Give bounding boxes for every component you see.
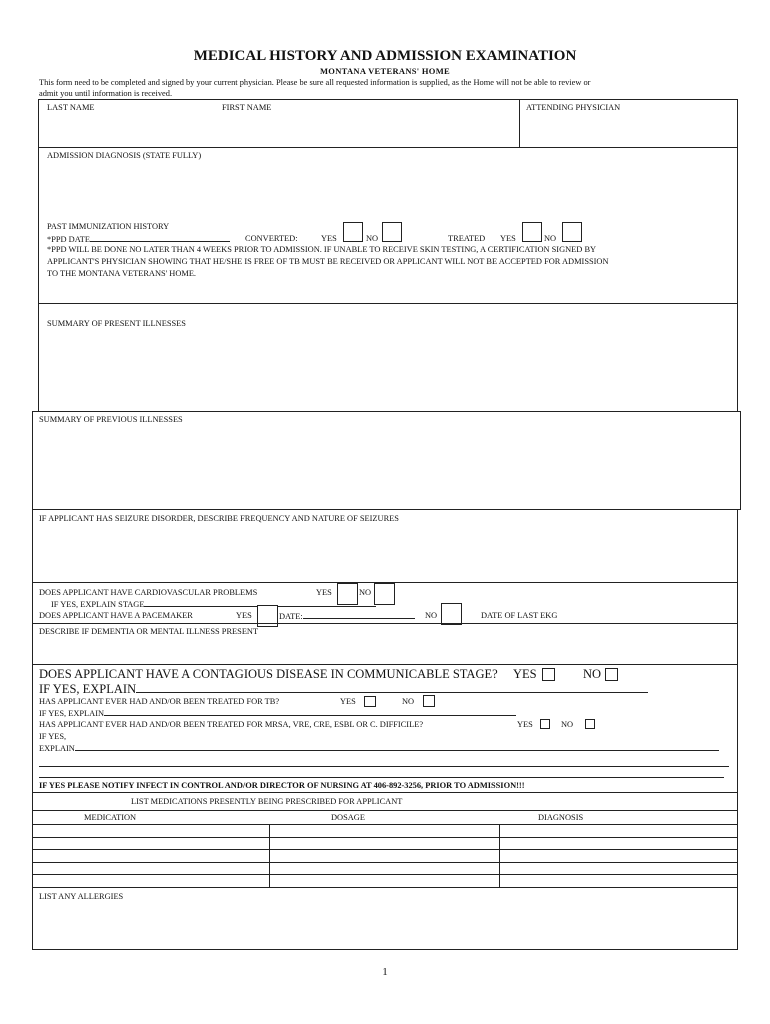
ppd-date-field[interactable] xyxy=(90,233,230,242)
treated-yes-checkbox[interactable] xyxy=(522,222,542,242)
converted-yes-label: YES xyxy=(321,234,337,243)
tb-explain-field[interactable] xyxy=(104,707,516,716)
contagious-yes-checkbox[interactable] xyxy=(542,668,555,681)
contagious-yes-label: YES xyxy=(513,667,537,681)
medications-title: LIST MEDICATIONS PRESENTLY BEING PRESCRIBED FOR APPLICANT xyxy=(131,797,403,806)
explain-line-2[interactable] xyxy=(39,766,729,767)
last-name-label: LAST NAME xyxy=(47,103,95,112)
seizure-field[interactable] xyxy=(38,526,732,578)
tb-yes-checkbox[interactable] xyxy=(364,696,376,707)
allergies-field[interactable] xyxy=(38,904,732,944)
mrsa-explain-row xyxy=(39,742,719,754)
tb-explain-row xyxy=(39,707,516,719)
explain-line-3[interactable] xyxy=(39,777,724,778)
mrsa-yes-label: YES xyxy=(517,720,533,729)
previous-illnesses-field[interactable] xyxy=(38,427,734,505)
dosage-column-header: DOSAGE xyxy=(331,813,365,822)
treated-no-label: NO xyxy=(544,234,557,243)
last-name-field[interactable] xyxy=(44,113,209,143)
mrsa-explain-field[interactable] xyxy=(75,742,719,751)
ppd-note-line3: TO THE MONTANA VETERANS' HOME. xyxy=(47,269,197,278)
contagious-explain-label: IF YES, EXPLAIN xyxy=(39,682,137,696)
treated-no-checkbox[interactable] xyxy=(562,222,582,242)
mrsa-no-checkbox[interactable] xyxy=(585,719,595,729)
converted-no-label: NO xyxy=(366,234,379,243)
cardio-yes-label: YES xyxy=(316,588,332,597)
seizure-label: IF APPLICANT HAS SEIZURE DISORDER, DESCRIBE FREQUENCY AND NATURE OF SEIZURES xyxy=(39,514,399,523)
dementia-label: DESCRIBE IF DEMENTIA OR MENTAL ILLNESS PRESENT xyxy=(39,627,259,636)
pacemaker-no-checkbox[interactable] xyxy=(441,603,462,625)
treated-label: TREATED xyxy=(448,234,486,243)
last-ekg-label: DATE OF LAST EKG xyxy=(481,611,558,620)
first-name-label: FIRST NAME xyxy=(222,103,272,112)
contagious-no-label: NO xyxy=(583,667,602,681)
ppd-note-line1: *PPD WILL BE DONE NO LATER THAN 4 WEEKS PRIOR TO ADMISSION. IF UNABLE TO RECEIVE SKIN TESTING, A CERTIFICATION SIGNED BY xyxy=(47,245,597,254)
medication-column-header: MEDICATION xyxy=(84,813,137,822)
tb-yes-label: YES xyxy=(340,697,356,706)
previous-illnesses-label: SUMMARY OF PREVIOUS ILLNESSES xyxy=(39,415,183,424)
pacemaker-question: DOES APPLICANT HAVE A PACEMAKER xyxy=(39,611,193,620)
mrsa-explain-label: EXPLAIN xyxy=(39,744,75,753)
ppd-date-label: *PPD DATE xyxy=(47,235,91,244)
present-illnesses-field[interactable] xyxy=(44,332,732,406)
allergies-label: LIST ANY ALLERGIES xyxy=(39,892,124,901)
cardio-explain-row xyxy=(51,598,376,610)
contagious-no-checkbox[interactable] xyxy=(605,668,618,681)
ppd-note-line2: APPLICANT'S PHYSICIAN SHOWING THAT HE/SHE IS FREE OF TB MUST BE RECEIVED OR APPLICANT WILL NOT BE ACCEPTED FOR ADMISSION xyxy=(47,257,609,266)
intro-text-line2: admit you until information is received. xyxy=(39,89,173,98)
page-subtitle: MONTANA VETERANS' HOME xyxy=(319,66,451,76)
present-illnesses-label: SUMMARY OF PRESENT ILLNESSES xyxy=(47,319,186,328)
page-title: MEDICAL HISTORY AND ADMISSION EXAMINATION xyxy=(193,48,577,64)
dosage-cells[interactable] xyxy=(270,825,498,887)
converted-no-checkbox[interactable] xyxy=(382,222,402,242)
admission-diagnosis-field[interactable] xyxy=(44,162,732,217)
page-number: 1 xyxy=(382,966,388,978)
admission-diagnosis-label: ADMISSION DIAGNOSIS (STATE FULLY) xyxy=(47,151,202,160)
attending-physician-field[interactable] xyxy=(524,113,732,143)
diagnosis-cells[interactable] xyxy=(500,825,737,887)
notify-infection-control-text: IF YES PLEASE NOTIFY INFECT IN CONTROL AND/OR DIRECTOR OF NURSING AT 406-892-3256, PRIOR TO ADMISSION!!! xyxy=(39,781,525,790)
cardio-question: DOES APPLICANT HAVE CARDIOVASCULAR PROBLEMS xyxy=(39,588,258,597)
first-name-field[interactable] xyxy=(220,113,510,143)
mrsa-question: HAS APPLICANT EVER HAD AND/OR BEEN TREATED FOR MRSA, VRE, CRE, ESBL OR C. DIFFICILE? xyxy=(39,720,424,729)
immunization-label: PAST IMMUNIZATION HISTORY xyxy=(47,222,170,231)
pacemaker-date-row xyxy=(279,610,415,622)
medication-cells[interactable] xyxy=(33,825,268,887)
converted-label: CONVERTED: xyxy=(245,234,298,243)
mrsa-no-label: NO xyxy=(561,720,574,729)
contagious-question: DOES APPLICANT HAVE A CONTAGIOUS DISEASE IN COMMUNICABLE STAGE? xyxy=(39,667,498,681)
cardio-explain-label: IF YES, EXPLAIN STAGE xyxy=(51,600,145,609)
pacemaker-date-label: DATE: xyxy=(279,612,303,621)
tb-question: HAS APPLICANT EVER HAD AND/OR BEEN TREATED FOR TB? xyxy=(39,697,280,706)
pacemaker-date-field[interactable] xyxy=(303,610,415,619)
cardio-no-checkbox[interactable] xyxy=(374,583,395,605)
intro-text-line1: This form need to be completed and signed by your current physician. Please be sure all requested information is supplied, as the Home will not be able to review or xyxy=(39,78,591,87)
cardio-no-label: NO xyxy=(359,588,372,597)
treated-yes-label: YES xyxy=(500,234,516,243)
contagious-explain-field[interactable] xyxy=(136,683,648,693)
mrsa-if-yes-label: IF YES, xyxy=(39,732,67,741)
contagious-explain-row xyxy=(39,682,648,696)
tb-no-label: NO xyxy=(402,697,415,706)
converted-yes-checkbox[interactable] xyxy=(343,222,363,242)
mrsa-yes-checkbox[interactable] xyxy=(540,719,550,729)
dementia-field[interactable] xyxy=(38,638,732,660)
pacemaker-yes-label: YES xyxy=(236,611,252,620)
tb-no-checkbox[interactable] xyxy=(423,695,435,707)
diagnosis-column-header: DIAGNOSIS xyxy=(538,813,584,822)
tb-explain-label: IF YES, EXPLAIN xyxy=(39,709,105,718)
pacemaker-no-label: NO xyxy=(425,611,438,620)
attending-physician-label: ATTENDING PHYSICIAN xyxy=(526,103,621,112)
